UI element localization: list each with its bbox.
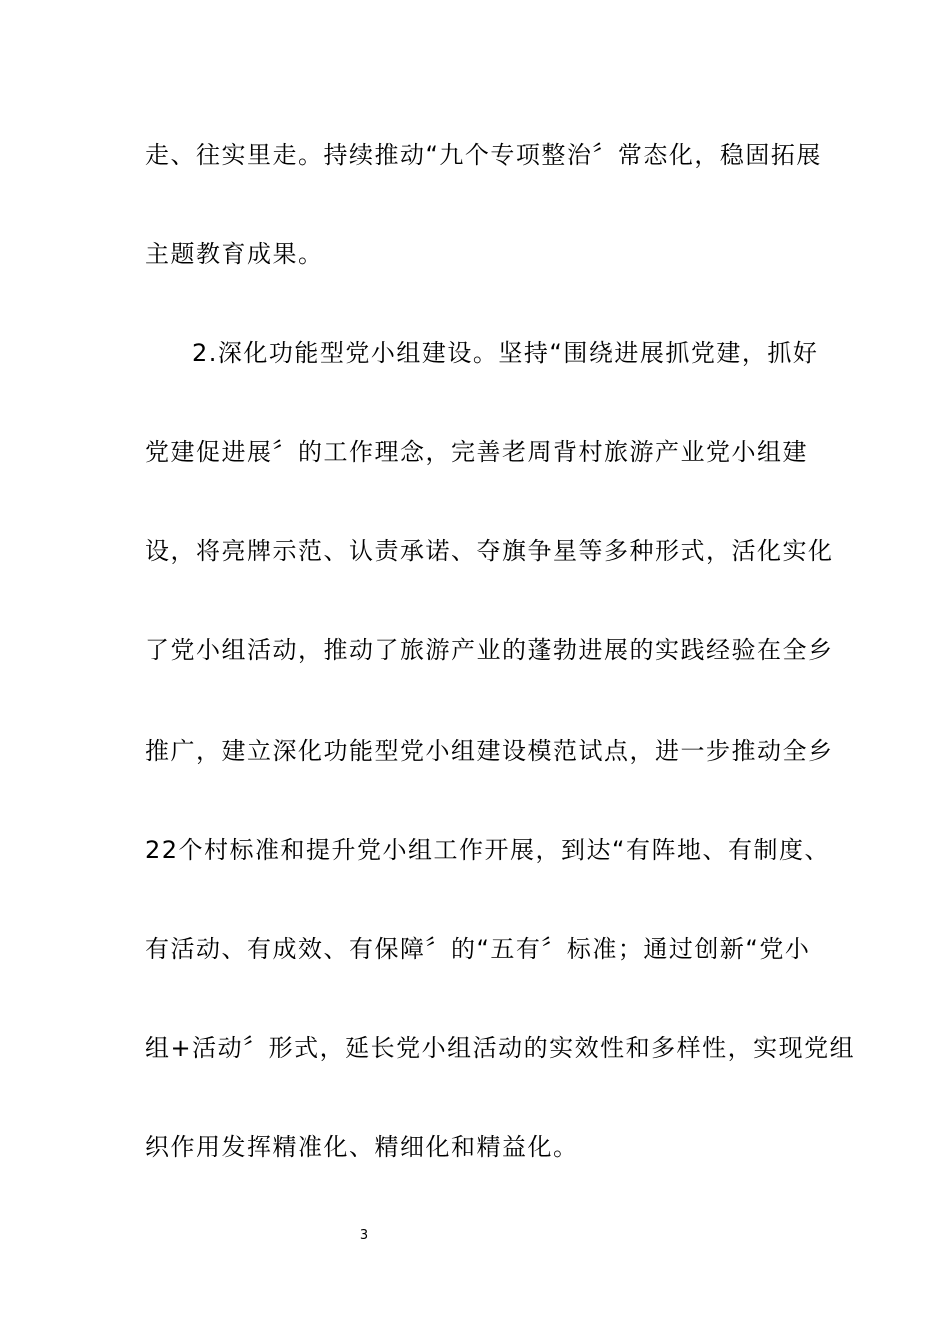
text-line-9: 有活动、有成效、有保障〞的“五有〞标准；通过创新“党小 <box>145 935 811 963</box>
text-line-7: 推广，建立深化功能型党小组建设模范试点，进一步推动全乡 <box>145 737 834 765</box>
text-line-11: 织作用发挥精准化、精细化和精益化。 <box>145 1133 579 1161</box>
text-line-6: 了党小组活动，推动了旅游产业的蓬勃进展的实践经验在全乡 <box>145 636 834 664</box>
page-number: 3 <box>359 1228 369 1243</box>
paragraph-heading-line: 2.深化功能型党小组建设。坚持“围绕进展抓党建，抓好 <box>192 339 819 367</box>
text-line-4: 党建促进展〞的工作理念，完善老周背村旅游产业党小组建 <box>145 438 808 466</box>
text-line-1: 走、往实里走。持续推动“九个专项整治〞常态化，稳固拓展 <box>145 141 822 169</box>
text-line-10: 组+活动〞形式，延长党小组活动的实效性和多样性，实现党组 <box>145 1034 856 1062</box>
text-line-8: 22个村标准和提升党小组工作开展，到达“有阵地、有制度、 <box>145 836 830 864</box>
text-line-5: 设，将亮牌示范、认责承诺、夺旗争星等多种形式，活化实化 <box>145 537 834 565</box>
text-line-2: 主题教育成果。 <box>145 240 324 268</box>
